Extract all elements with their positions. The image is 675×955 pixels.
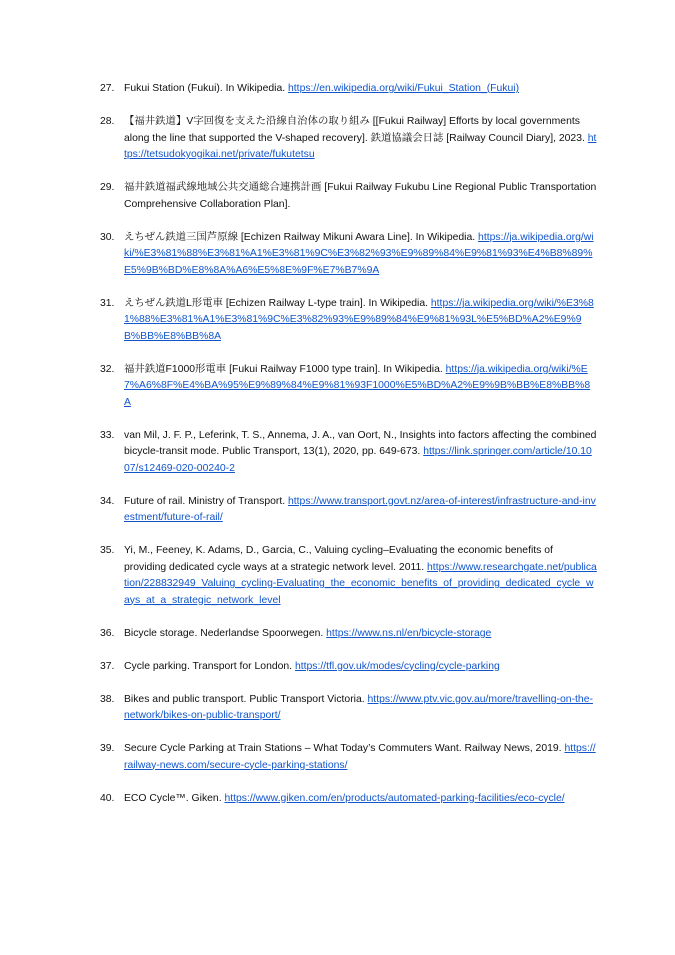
reference-item	[100, 741, 597, 774]
reference-number: 32.	[100, 363, 115, 375]
reference-number: 36.	[100, 627, 115, 639]
reference-item	[100, 114, 597, 164]
reference-link[interactable]: https://www.transport.govt.nz/area-of-interest/infrastructure-and-investment/future-of-rail/	[124, 495, 596, 523]
reference-number: 28.	[100, 116, 115, 127]
reference-link[interactable]: https://railway-news.com/secure-cycle-parking-stations/	[124, 743, 596, 771]
reference-item	[100, 791, 597, 808]
reference-item	[100, 494, 597, 527]
reference-item	[100, 692, 597, 725]
reference-item	[100, 362, 597, 412]
reference-text: Yi, M., Feeney, K. Adams, D., Garcia, C., Valuing cycling–Evaluating the economic benefits of providing dedicated cycle ways at a strategic network level. 2011.	[124, 545, 553, 573]
reference-list	[100, 81, 597, 807]
reference-item	[100, 81, 597, 98]
reference-link[interactable]: https://www.ns.nl/en/bicycle-storage	[326, 627, 492, 639]
reference-text: 福井鉄道福武線地域公共交通総合連携計画 [Fukui Railway Fukubu Line Regional Public Transportation Comprehensive Collaboration Plan].	[124, 182, 597, 210]
reference-link[interactable]: https://www.researchgate.net/publication/228832949_Valuing_cycling-Evaluating_the_economic_benefits_of_providing_dedicated_cycle_ways_at_a_strategic_network_level	[124, 561, 597, 606]
reference-text: ECO Cycle™. Giken.	[124, 792, 225, 804]
reference-text: えちぜん鉄道L形電車 [Echizen Railway L-type train]. In Wikipedia.	[124, 297, 431, 309]
reference-item	[100, 659, 597, 676]
reference-number: 38.	[100, 693, 115, 705]
reference-item	[100, 428, 597, 478]
reference-number: 39.	[100, 743, 115, 754]
reference-item	[100, 230, 597, 280]
reference-text: Fukui Station (Fukui). In Wikipedia.	[124, 83, 289, 94]
reference-number: 34.	[100, 495, 115, 507]
reference-text: えちぜん鉄道三国芦原線 [Echizen Railway Mikuni Awara Line]. In Wikipedia.	[124, 231, 479, 243]
reference-link[interactable]: https://ja.wikipedia.org/wiki/%E3%81%88%E3%81%A1%E3%81%9C%E3%82%93%E9%89%84%E9%81%93%E4%B8%89%E5%9B%BD%E8%8A%A6%E5%8E%9F%E7%B7%9A	[124, 231, 594, 276]
reference-item	[100, 180, 597, 213]
reference-number: 27.	[100, 83, 115, 94]
reference-number: 37.	[100, 660, 115, 672]
reference-link[interactable]: https://www.ptv.vic.gov.au/more/travelling-on-the-network/bikes-on-public-transport/	[124, 693, 593, 721]
reference-link[interactable]: https://link.springer.com/article/10.1007/s12469-020-00240-2	[124, 446, 592, 474]
reference-number: 35.	[100, 545, 115, 556]
reference-link[interactable]: https://www.giken.com/en/products/automated-parking-facilities/eco-cycle/	[224, 792, 565, 804]
reference-text: Cycle parking. Transport for London.	[124, 660, 295, 672]
reference-item	[100, 296, 597, 346]
reference-text: Bikes and public transport. Public Transport Victoria.	[124, 693, 368, 705]
reference-number: 31.	[100, 297, 115, 309]
reference-link[interactable]: https://en.wikipedia.org/wiki/Fukui_Station_(Fukui)	[288, 83, 520, 94]
reference-text: 福井鉄道F1000形電車 [Fukui Railway F1000 type train]. In Wikipedia.	[124, 363, 446, 375]
reference-text: Bicycle storage. Nederlandse Spoorwegen.	[124, 627, 327, 639]
reference-number: 33.	[100, 429, 115, 441]
reference-item	[100, 626, 597, 643]
reference-link[interactable]: https://tfl.gov.uk/modes/cycling/cycle-parking	[294, 660, 500, 672]
reference-text: Future of rail. Ministry of Transport.	[124, 495, 288, 507]
reference-text: van Mil, J. F. P., Leferink, T. S., Annema, J. A., van Oort, N., Insights into factors affecting the combined bicycle-transit mode. Public Transport, 13(1), 2020, pp. 649-673.	[124, 429, 597, 457]
reference-number: 30.	[100, 231, 115, 243]
reference-number: 29.	[100, 182, 115, 193]
reference-text: 【福井鉄道】V字回復を支えた沿線自治体の取り組み [[Fukui Railway] Efforts by local governments along the line that supported the V-shaped recovery]. 鉄道協議会日誌 [Railway Council Diary], 2023.	[124, 116, 588, 144]
reference-link[interactable]: https://ja.wikipedia.org/wiki/%E7%A6%8F%E4%BA%95%E9%89%84%E9%81%93F1000%E5%BD%A2%E9%9B%BB%E8%BB%8A	[124, 363, 591, 408]
reference-item	[100, 543, 597, 609]
reference-link[interactable]: https://tetsudokyogikai.net/private/fukutetsu	[124, 132, 597, 160]
reference-link[interactable]: https://ja.wikipedia.org/wiki/%E3%81%88%E3%81%A1%E3%81%9C%E3%82%93%E9%89%84%E9%81%93L%E5%BD%A2%E9%9B%BB%E8%BB%8A	[124, 297, 594, 342]
reference-text: Secure Cycle Parking at Train Stations – What Today’s Commuters Want. Railway News, 2019.	[124, 743, 565, 754]
reference-number: 40.	[100, 792, 115, 804]
